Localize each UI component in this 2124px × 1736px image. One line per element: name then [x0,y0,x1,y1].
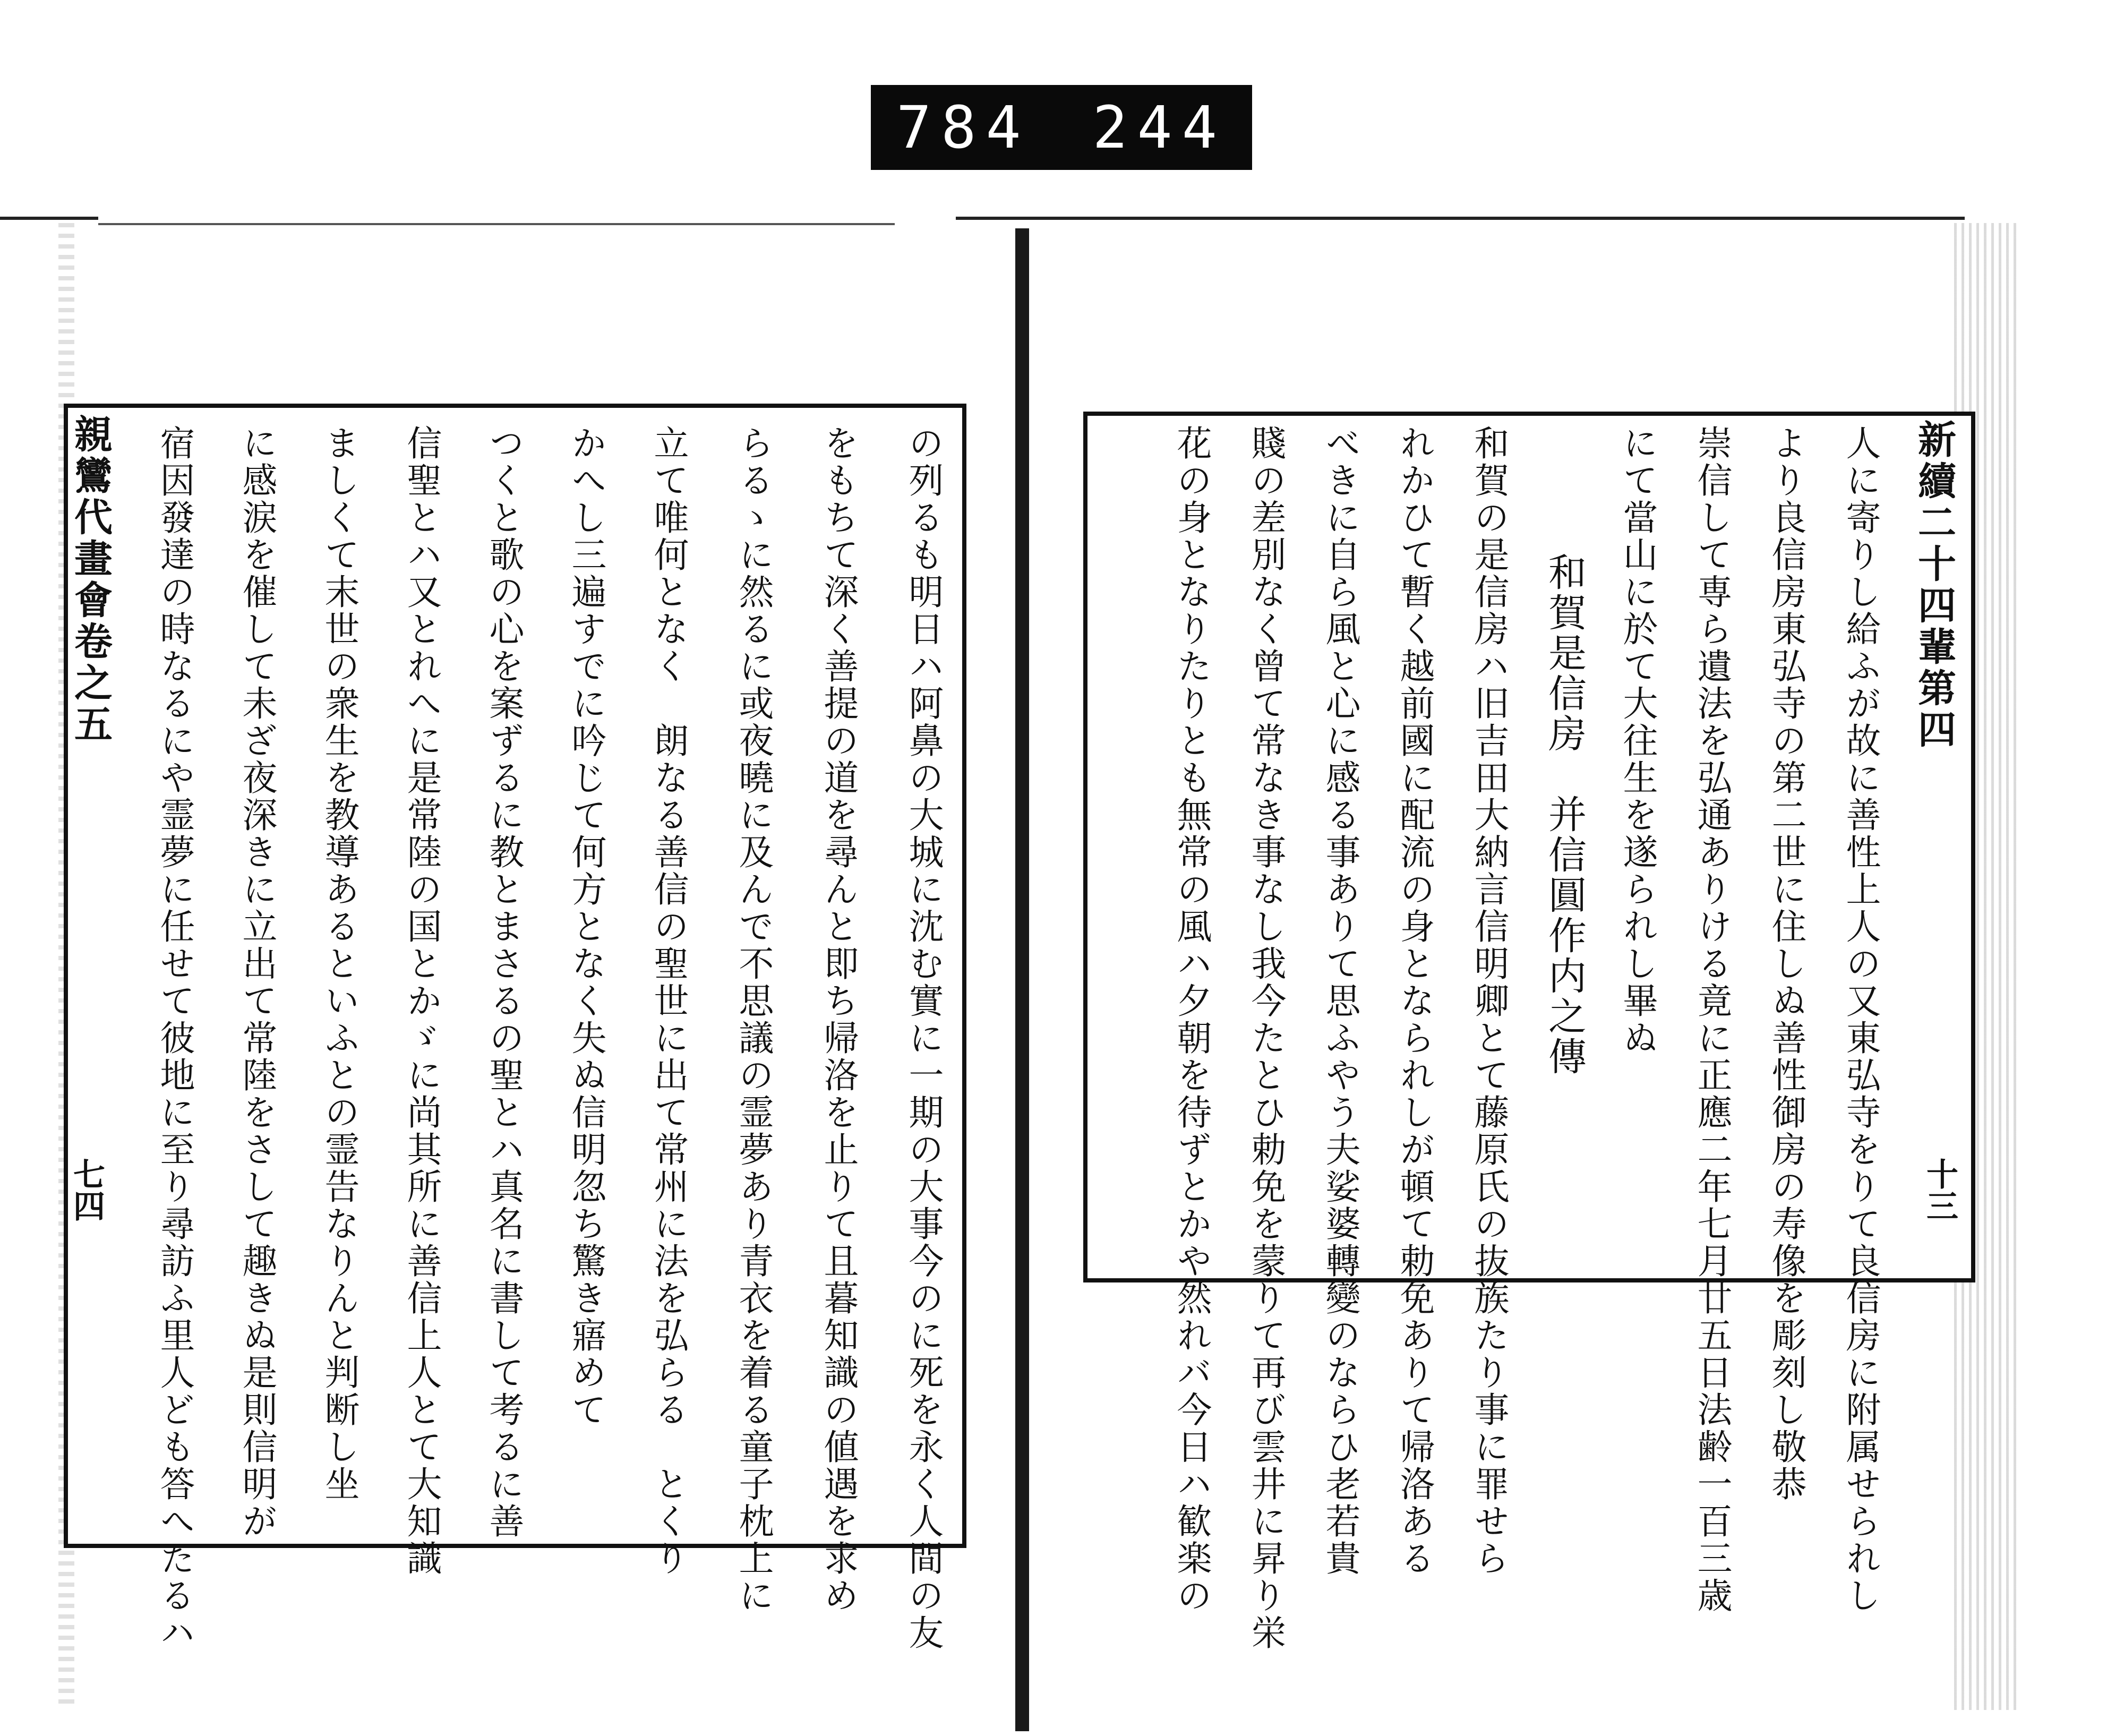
left-text-column: らるゝに然るに或夜曉に及んで不思議の霊夢あり青衣を着る童子枕上に [733,425,774,1614]
right-text-column: 花の身となりたりとも無常の風ハ夕朝を待ずとかや然れバ今日ハ歓楽の [1171,425,1212,1614]
right-text-column: 和賀の是信房ハ旧吉田大納言信明卿とて藤原氏の抜族たり事に罪せら [1468,425,1509,1577]
archive-label [871,85,1252,170]
top-rule [956,217,1965,220]
left-text-column: かへし三遍すでに吟じて何方となく失ぬ信明忽ち驚き寤めて [566,425,606,1429]
top-rule [0,217,98,220]
right-text-column: より良信房東弘寺の第二世に住しぬ善性御房の寿像を彫刻し敬恭 [1766,425,1806,1503]
archive-label-left: 784 [896,93,1031,161]
left-margin-title: 親鸞代畫會卷之五 [68,414,113,746]
right-text-column: れかひて暫く越前國に配流の身となられしが頓て勅免ありて帰洛ある [1394,425,1435,1577]
left-folio: 七四 [68,1158,105,1221]
left-text-column: をもちて深く善提の道を尋んと即ち帰洛を止りて且暮知識の値遇を求め [818,425,859,1614]
left-text-column: つくと歌の心を案ずるに教とまさるの聖とハ真名に書して考るに善 [483,425,524,1540]
right-text-column: にて當山に於て大往生を遂られし畢ぬ [1617,425,1658,1057]
right-text-column: 賤の差別なく曾て常なき事なし我今たとひ勅免を蒙りて再び雲井に昇り栄 [1245,425,1286,1652]
left-text-column: ましくて末世の衆生を教導あるといふとの霊告なりんと判断し坐 [319,425,359,1503]
right-text-column: 人に寄りし給ふが故に善性上人の又東弘寺をりて良信房に附属せられし [1840,425,1881,1614]
left-text-column: 立て唯何となく 朗なる善信の聖世に出て常州に法を弘らる とくり [648,425,689,1577]
right-section-heading: 和賀是信房 并信圓作内之傳 [1542,552,1587,1077]
right-folio: 十三 [1921,1158,1958,1221]
right-text-column: 崇信して専ら遺法を弘通ありける竟に正應二年七月廿五日法齢一百三歳 [1691,425,1732,1614]
right-margin-title: 新續二十四輩第四 [1912,420,1957,751]
left-text-column: 信聖とハ又とれへに是常陸の国とかゞに尚其所に善信上人とて大知識 [401,425,442,1577]
archive-label-right: 244 [1092,93,1227,161]
right-text-column: べきに自ら風と心に感る事ありて思ふやう夫娑婆轉變のならひ老若貴 [1320,425,1360,1577]
top-rule [98,223,895,225]
book-spine [1015,228,1029,1731]
left-text-column: 宿因發達の時なるにや霊夢に任せて彼地に至り尋訪ふ里人ども答へたるハ [154,425,195,1652]
left-text-column: の列るも明日ハ阿鼻の大城に沈む實に一期の大事今のに死を永く人間の友 [903,425,944,1652]
left-text-column: に感涙を催して未ざ夜深きに立出て常陸をさして趣きぬ是則信明が [236,425,277,1540]
